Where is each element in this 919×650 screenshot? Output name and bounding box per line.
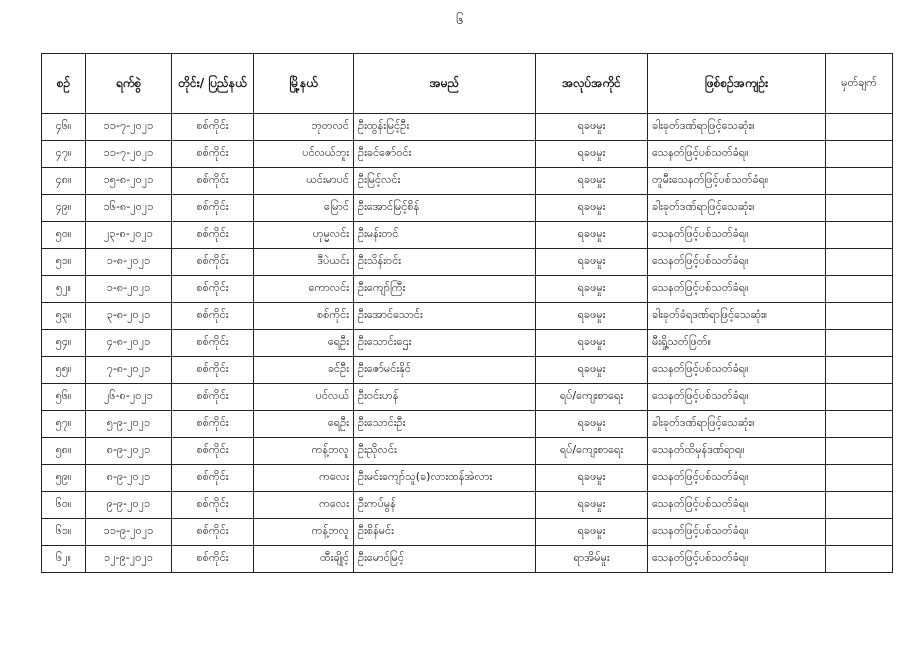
cell-no: ၄၆။	[42, 114, 86, 141]
cell-date: ၇-၈-၂၀၂၁	[86, 357, 172, 384]
cell-no: ၆၀။	[42, 492, 86, 519]
cell-occupation: ရခဖမှုး	[536, 141, 648, 168]
cell-date: ၂၆-၈-၂၀၂၁	[86, 384, 172, 411]
cell-township: ပင်လယ်	[254, 384, 354, 411]
cell-township: ရေဦး	[254, 411, 354, 438]
cell-name: ဦးမင်းကျော်သူ(ခ)လားထန်အဲလား	[354, 465, 536, 492]
cell-region: စစ်ကိုင်း	[172, 222, 254, 249]
cell-remarks	[826, 465, 893, 492]
cell-no: ၅၄။	[42, 330, 86, 357]
cell-no: ၆၁။	[42, 519, 86, 546]
cell-date: ၁၅-၈-၂၀၂၁	[86, 168, 172, 195]
cell-remarks	[826, 141, 893, 168]
cell-occupation: ရာအိမ်မှုး	[536, 546, 648, 573]
cell-township: မြောင်	[254, 195, 354, 222]
cell-name: ဦးညိုလင်း	[354, 438, 536, 465]
cell-date: ၃-၈-၂၀၂၁	[86, 303, 172, 330]
cell-region: စစ်ကိုင်း	[172, 141, 254, 168]
cell-remarks	[826, 168, 893, 195]
cell-occupation: ရခဖမှုး	[536, 249, 648, 276]
cell-township: ခင်ဦး	[254, 357, 354, 384]
page-number: ၆	[455, 13, 464, 28]
cell-township: ထီးချိုင့်	[254, 546, 354, 573]
cell-cause: သေနတ်ဖြင့်ပစ်သတ်ခံရ။	[648, 249, 826, 276]
cell-region: စစ်ကိုင်း	[172, 168, 254, 195]
cell-no: ၅၀။	[42, 222, 86, 249]
table-row	[42, 249, 893, 276]
incident-table	[41, 53, 893, 573]
cell-no: ၅၂။	[42, 276, 86, 303]
cell-township: ယင်းမာပင်	[254, 168, 354, 195]
cell-township: ဒီပဲယင်း	[254, 249, 354, 276]
cell-region: စစ်ကိုင်း	[172, 276, 254, 303]
cell-cause: ခါးခုတ်ဒဏ်ရာဖြင့်သေဆုံး။	[648, 411, 826, 438]
table-row	[42, 519, 893, 546]
cell-date: ၂၃-၈-၂၀၂၁	[86, 222, 172, 249]
cell-name: ဦးစိန်မင်း	[354, 519, 536, 546]
cell-remarks	[826, 303, 893, 330]
table-row	[42, 546, 893, 573]
cell-cause: ခါးခုတ်ခံရဒဏ်ရာဖြင့်သေဆုံး။	[648, 303, 826, 330]
cell-township: ကလေး	[254, 492, 354, 519]
table-row	[42, 303, 893, 330]
cell-cause: သေနတ်ဖြင့်ပစ်သတ်ခံရ။	[648, 546, 826, 573]
column-header-date: ရက်စွဲ	[86, 54, 172, 114]
cell-cause: သေနတ်ဖြင့်ပစ်သတ်ခံရ။	[648, 519, 826, 546]
table-row	[42, 492, 893, 519]
cell-date: ၉-၉-၂၀၂၁	[86, 492, 172, 519]
cell-township: ပင်လယ်ဘူး	[254, 141, 354, 168]
cell-township: စစ်ကိုင်း	[254, 303, 354, 330]
table-row	[42, 411, 893, 438]
cell-no: ၄၈။	[42, 168, 86, 195]
cell-occupation: ရခဖမှုး	[536, 411, 648, 438]
cell-remarks	[826, 411, 893, 438]
cell-remarks	[826, 114, 893, 141]
cell-cause: သေနတ်ဖြင့်ပစ်သတ်ခံရ။	[648, 492, 826, 519]
cell-date: ၁-၈-၂၀၂၁	[86, 249, 172, 276]
cell-no: ၅၁။	[42, 249, 86, 276]
cell-name: ဦးထွန်းမြင့်ဦး	[354, 114, 536, 141]
cell-township: ကောလင်း	[254, 276, 354, 303]
cell-occupation: ရခဖမှုး	[536, 168, 648, 195]
cell-no: ၅၉။	[42, 465, 86, 492]
cell-occupation: ရခဖမှုး	[536, 222, 648, 249]
cell-region: စစ်ကိုင်း	[172, 465, 254, 492]
cell-no: ၅၈။	[42, 438, 86, 465]
cell-township: ဟုမ္မလင်း	[254, 222, 354, 249]
cell-occupation: ရခဖမှုး	[536, 492, 648, 519]
cell-region: စစ်ကိုင်း	[172, 357, 254, 384]
cell-date: ၈-၉-၂၀၂၁	[86, 438, 172, 465]
cell-occupation: ရခဖမှုး	[536, 303, 648, 330]
cell-remarks	[826, 384, 893, 411]
cell-occupation: ရခဖမှုး	[536, 276, 648, 303]
cell-name: ဦးမန်းတင်	[354, 222, 536, 249]
cell-date: ၁၁-၇-၂၀၂၁	[86, 114, 172, 141]
cell-cause: သေနတ်ဖြင့်ပစ်သတ်ခံရ။	[648, 141, 826, 168]
cell-cause: သေနတ်ဖြင့်ပစ်သတ်ခံရ။	[648, 357, 826, 384]
cell-township: ကန့်ဘလူ	[254, 519, 354, 546]
cell-occupation: ရပ်/ကျေးစာရေး	[536, 384, 648, 411]
table-row	[42, 438, 893, 465]
cell-date: ၁-၈-၂၀၂၁	[86, 276, 172, 303]
column-header-region: တိုင်း/ ပြည်နယ်	[172, 54, 254, 114]
cell-date: ၁၆-၈-၂၀၂၁	[86, 195, 172, 222]
cell-region: စစ်ကိုင်း	[172, 330, 254, 357]
cell-region: စစ်ကိုင်း	[172, 384, 254, 411]
cell-name: ဦးကျော်ကြီး	[354, 276, 536, 303]
table-header-row	[42, 54, 893, 114]
cell-region: စစ်ကိုင်း	[172, 411, 254, 438]
cell-remarks	[826, 249, 893, 276]
cell-region: စစ်ကိုင်း	[172, 546, 254, 573]
cell-date: ၈-၉-၂၀၂၁	[86, 465, 172, 492]
cell-remarks	[826, 276, 893, 303]
table-row	[42, 357, 893, 384]
table-row	[42, 141, 893, 168]
cell-remarks	[826, 357, 893, 384]
column-header-name: အမည်	[354, 54, 536, 114]
cell-date: ၄-၈-၂၀၂၁	[86, 330, 172, 357]
column-header-township: မြို့နယ်	[254, 54, 354, 114]
cell-remarks	[826, 438, 893, 465]
cell-name: ဦးအောင်သောင်း	[354, 303, 536, 330]
column-header-cause: ဖြစ်စဉ်အကျဉ်း	[648, 54, 826, 114]
cell-no: ၄၇။	[42, 141, 86, 168]
cell-remarks	[826, 519, 893, 546]
column-header-remarks: မှတ်ချက်	[826, 54, 893, 114]
table-body	[42, 114, 893, 573]
table-row	[42, 195, 893, 222]
cell-occupation: ရခဖမှုး	[536, 465, 648, 492]
table-row	[42, 465, 893, 492]
cell-cause: ခါးခုတ်ဒဏ်ရာဖြင့်သေဆုံး။	[648, 195, 826, 222]
cell-region: စစ်ကိုင်း	[172, 195, 254, 222]
cell-no: ၅၆။	[42, 384, 86, 411]
cell-township: ရေဦး	[254, 330, 354, 357]
cell-cause: သေနတ်ဖြင့်ပစ်သတ်ခံရ။	[648, 222, 826, 249]
cell-no: ၄၉။	[42, 195, 86, 222]
cell-region: စစ်ကိုင်း	[172, 519, 254, 546]
cell-name: ဦးခင်ဇော်ဝင်း	[354, 141, 536, 168]
cell-name: ဦးမောင်မြင့်	[354, 546, 536, 573]
column-header-no: စဉ်	[42, 54, 86, 114]
cell-remarks	[826, 222, 893, 249]
cell-no: ၆၂။	[42, 546, 86, 573]
cell-cause: တူမီးသေနတ်ဖြင့်ပစ်သတ်ခံရ။	[648, 168, 826, 195]
cell-cause: သေနတ်ထိမှန်ဒဏ်ရာရ။	[648, 438, 826, 465]
table-row	[42, 222, 893, 249]
cell-occupation: ရခဖမှုး	[536, 195, 648, 222]
cell-region: စစ်ကိုင်း	[172, 114, 254, 141]
cell-name: ဦးသိန်းဝင်း	[354, 249, 536, 276]
cell-date: ၁၂-၉-၂၀၂၁	[86, 546, 172, 573]
cell-remarks	[826, 546, 893, 573]
table-row	[42, 276, 893, 303]
cell-township: ကလေး	[254, 465, 354, 492]
cell-name: ဦးဝင်းဟန်	[354, 384, 536, 411]
cell-occupation: ရခဖမှုး	[536, 519, 648, 546]
cell-occupation: ရခဖမှုး	[536, 330, 648, 357]
cell-region: စစ်ကိုင်း	[172, 438, 254, 465]
cell-township: ဘုတလင်	[254, 114, 354, 141]
cell-remarks	[826, 492, 893, 519]
table-row	[42, 114, 893, 141]
cell-name: ဦးအောင်မြင့်စိန်	[354, 195, 536, 222]
cell-remarks	[826, 195, 893, 222]
cell-remarks	[826, 330, 893, 357]
table-row	[42, 384, 893, 411]
cell-name: ဦးသောင်းဦး	[354, 411, 536, 438]
cell-occupation: ရခဖမှုး	[536, 357, 648, 384]
cell-cause: သေနတ်ဖြင့်ပစ်သတ်ခံရ။	[648, 465, 826, 492]
cell-region: စစ်ကိုင်း	[172, 303, 254, 330]
cell-township: ကန့်ဘလူ	[254, 438, 354, 465]
cell-region: စစ်ကိုင်း	[172, 492, 254, 519]
cell-no: ၅၇။	[42, 411, 86, 438]
table-row	[42, 168, 893, 195]
cell-name: ဦးသောင်းဌေး	[354, 330, 536, 357]
column-header-occupation: အလုပ်အကိုင်	[536, 54, 648, 114]
cell-region: စစ်ကိုင်း	[172, 249, 254, 276]
cell-no: ၅၃။	[42, 303, 86, 330]
cell-name: ဦးကပ်မွန်	[354, 492, 536, 519]
table-row	[42, 330, 893, 357]
cell-date: ၁၁-၉-၂၀၂၁	[86, 519, 172, 546]
cell-no: ၅၅။	[42, 357, 86, 384]
cell-cause: မီးရှို့သတ်ဖြတ်။	[648, 330, 826, 357]
cell-occupation: ရပ်/ကျေးစာရေး	[536, 438, 648, 465]
cell-occupation: ရခဖမှုး	[536, 114, 648, 141]
cell-name: ဦးမြင့်လင်း	[354, 168, 536, 195]
cell-date: ၅-၉-၂၀၂၁	[86, 411, 172, 438]
cell-name: ဦးဇော်မင်းနိုင်	[354, 357, 536, 384]
cell-cause: သေနတ်ဖြင့်ပစ်သတ်ခံရ။	[648, 276, 826, 303]
cell-date: ၁၁-၇-၂၀၂၁	[86, 141, 172, 168]
cell-cause: ခါးခုတ်ဒဏ်ရာဖြင့်သေဆုံး။	[648, 114, 826, 141]
cell-cause: သေနတ်ဖြင့်ပစ်သတ်ခံရ။	[648, 384, 826, 411]
